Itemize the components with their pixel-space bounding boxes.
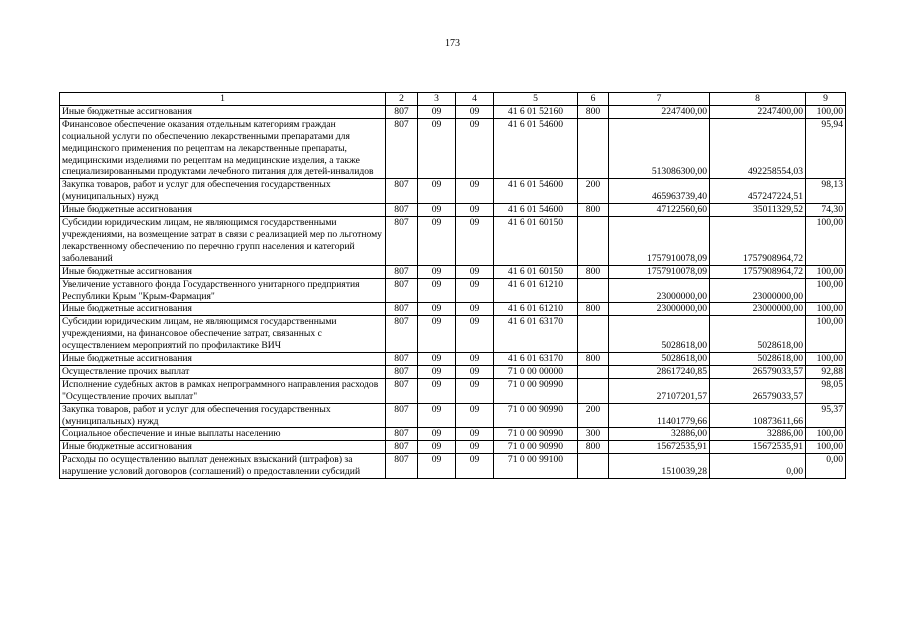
header-cell: 3 — [418, 93, 456, 106]
subsection-code: 09 — [456, 378, 494, 403]
section-code: 09 — [418, 441, 456, 454]
section-code: 09 — [418, 454, 456, 479]
table-row — [60, 428, 846, 441]
expense-type-code — [578, 365, 609, 378]
execution-percent: 100,00 — [806, 303, 846, 316]
target-article-code: 41 6 01 60150 — [494, 265, 578, 278]
row-description: Иные бюджетные ассигнования — [60, 204, 386, 217]
target-article-code: 71 0 00 90990 — [494, 378, 578, 403]
target-article-code: 41 6 01 61210 — [494, 278, 578, 303]
table-row — [60, 316, 846, 353]
ministry-code: 807 — [386, 441, 418, 454]
expense-type-code: 800 — [578, 105, 609, 118]
expense-type-code: 800 — [578, 265, 609, 278]
ministry-code: 807 — [386, 454, 418, 479]
subsection-code: 09 — [456, 118, 494, 179]
section-code: 09 — [418, 353, 456, 366]
execution-percent: 92,88 — [806, 365, 846, 378]
planned-amount: 2247400,00 — [609, 105, 710, 118]
section-code: 09 — [418, 316, 456, 353]
target-article-code: 41 6 01 52160 — [494, 105, 578, 118]
subsection-code: 09 — [456, 428, 494, 441]
row-description: Субсидии юридическим лицам, не являющимся государственными учреждениями, на финансовое обеспечение затрат, связанных с осуществлением мероприятий по профилактике ВИЧ — [60, 316, 386, 353]
expense-type-code: 800 — [578, 303, 609, 316]
executed-amount: 457247224,51 — [710, 179, 806, 204]
execution-percent: 98,13 — [806, 179, 846, 204]
table-row — [60, 204, 846, 217]
ministry-code: 807 — [386, 179, 418, 204]
row-description: Иные бюджетные ассигнования — [60, 265, 386, 278]
executed-amount: 10873611,66 — [710, 403, 806, 428]
planned-amount: 23000000,00 — [609, 278, 710, 303]
target-article-code: 41 6 01 63170 — [494, 353, 578, 366]
target-article-code: 41 6 01 54600 — [494, 179, 578, 204]
ministry-code: 807 — [386, 365, 418, 378]
executed-amount: 23000000,00 — [710, 303, 806, 316]
ministry-code: 807 — [386, 378, 418, 403]
execution-percent: 100,00 — [806, 316, 846, 353]
subsection-code: 09 — [456, 265, 494, 278]
execution-percent: 100,00 — [806, 278, 846, 303]
section-code: 09 — [418, 265, 456, 278]
table-row — [60, 217, 846, 266]
page-number: 173 — [445, 38, 460, 49]
subsection-code: 09 — [456, 105, 494, 118]
header-cell: 2 — [386, 93, 418, 106]
execution-percent: 100,00 — [806, 265, 846, 278]
execution-percent: 95,37 — [806, 403, 846, 428]
header-row — [60, 93, 846, 106]
execution-percent: 95,94 — [806, 118, 846, 179]
section-code: 09 — [418, 217, 456, 266]
expense-type-code: 200 — [578, 403, 609, 428]
executed-amount: 0,00 — [710, 454, 806, 479]
table-row — [60, 179, 846, 204]
target-article-code: 41 6 01 54600 — [494, 118, 578, 179]
ministry-code: 807 — [386, 204, 418, 217]
execution-percent: 100,00 — [806, 353, 846, 366]
planned-amount: 23000000,00 — [609, 303, 710, 316]
planned-amount: 1757910078,09 — [609, 217, 710, 266]
expense-type-code — [578, 217, 609, 266]
executed-amount: 2247400,00 — [710, 105, 806, 118]
row-description: Закупка товаров, работ и услуг для обеспечения государственных (муниципальных) нужд — [60, 179, 386, 204]
execution-percent: 100,00 — [806, 428, 846, 441]
ministry-code: 807 — [386, 217, 418, 266]
row-description: Увеличение уставного фонда Государственного унитарного предприятия Республики Крым "Крым-Фармация" — [60, 278, 386, 303]
row-description: Социальное обеспечение и иные выплаты населению — [60, 428, 386, 441]
executed-amount: 35011329,52 — [710, 204, 806, 217]
target-article-code: 71 0 00 90990 — [494, 441, 578, 454]
executed-amount: 5028618,00 — [710, 353, 806, 366]
execution-percent: 100,00 — [806, 217, 846, 266]
expense-type-code: 800 — [578, 441, 609, 454]
header-cell: 8 — [710, 93, 806, 106]
planned-amount: 5028618,00 — [609, 353, 710, 366]
table-row — [60, 378, 846, 403]
executed-amount: 26579033,57 — [710, 378, 806, 403]
executed-amount: 492258554,03 — [710, 118, 806, 179]
target-article-code: 41 6 01 61210 — [494, 303, 578, 316]
subsection-code: 09 — [456, 403, 494, 428]
planned-amount: 465963739,40 — [609, 179, 710, 204]
table-row — [60, 303, 846, 316]
planned-amount: 27107201,57 — [609, 378, 710, 403]
table-row — [60, 265, 846, 278]
subsection-code: 09 — [456, 278, 494, 303]
expense-type-code — [578, 118, 609, 179]
header-cell: 5 — [494, 93, 578, 106]
row-description: Исполнение судебных актов в рамках непрограммного направления расходов "Осуществление прочих выплат" — [60, 378, 386, 403]
subsection-code: 09 — [456, 441, 494, 454]
planned-amount: 5028618,00 — [609, 316, 710, 353]
section-code: 09 — [418, 204, 456, 217]
table-row — [60, 118, 846, 179]
expense-type-code — [578, 378, 609, 403]
expense-type-code — [578, 316, 609, 353]
table-row — [60, 403, 846, 428]
row-description: Осуществление прочих выплат — [60, 365, 386, 378]
planned-amount: 1510039,28 — [609, 454, 710, 479]
row-description: Иные бюджетные ассигнования — [60, 441, 386, 454]
target-article-code: 71 0 00 90990 — [494, 428, 578, 441]
header-cell: 6 — [578, 93, 609, 106]
executed-amount: 15672535,91 — [710, 441, 806, 454]
expense-type-code — [578, 278, 609, 303]
ministry-code: 807 — [386, 428, 418, 441]
execution-percent: 98,05 — [806, 378, 846, 403]
subsection-code: 09 — [456, 179, 494, 204]
expense-type-code: 300 — [578, 428, 609, 441]
execution-percent: 74,30 — [806, 204, 846, 217]
ministry-code: 807 — [386, 303, 418, 316]
execution-percent: 100,00 — [806, 105, 846, 118]
subsection-code: 09 — [456, 454, 494, 479]
target-article-code: 71 0 00 00000 — [494, 365, 578, 378]
planned-amount: 11401779,66 — [609, 403, 710, 428]
planned-amount: 32886,00 — [609, 428, 710, 441]
executed-amount: 5028618,00 — [710, 316, 806, 353]
ministry-code: 807 — [386, 353, 418, 366]
header-cell: 7 — [609, 93, 710, 106]
table-row — [60, 441, 846, 454]
subsection-code: 09 — [456, 303, 494, 316]
expense-type-code: 800 — [578, 204, 609, 217]
target-article-code: 41 6 01 54600 — [494, 204, 578, 217]
subsection-code: 09 — [456, 353, 494, 366]
header-cell: 1 — [60, 93, 386, 106]
section-code: 09 — [418, 428, 456, 441]
target-article-code: 71 0 00 90990 — [494, 403, 578, 428]
section-code: 09 — [418, 365, 456, 378]
section-code: 09 — [418, 378, 456, 403]
header-cell: 4 — [456, 93, 494, 106]
execution-percent: 100,00 — [806, 441, 846, 454]
row-description: Иные бюджетные ассигнования — [60, 303, 386, 316]
section-code: 09 — [418, 179, 456, 204]
table-row — [60, 278, 846, 303]
planned-amount: 513086300,00 — [609, 118, 710, 179]
table-row — [60, 105, 846, 118]
header-cell: 9 — [806, 93, 846, 106]
execution-percent: 0,00 — [806, 454, 846, 479]
subsection-code: 09 — [456, 365, 494, 378]
section-code: 09 — [418, 278, 456, 303]
row-description: Расходы по осуществлению выплат денежных взысканий (штрафов) за нарушение условий договоров (соглашений) о предоставлении субсидий — [60, 454, 386, 479]
subsection-code: 09 — [456, 217, 494, 266]
executed-amount: 23000000,00 — [710, 278, 806, 303]
executed-amount: 1757908964,72 — [710, 265, 806, 278]
planned-amount: 15672535,91 — [609, 441, 710, 454]
target-article-code: 41 6 01 60150 — [494, 217, 578, 266]
section-code: 09 — [418, 105, 456, 118]
section-code: 09 — [418, 403, 456, 428]
row-description: Субсидии юридическим лицам, не являющимся государственными учреждениями, на возмещение затрат в связи с реализацией мер по льготному лекарственному обеспечению по перечню групп населения и категорий заболеваний — [60, 217, 386, 266]
table-row — [60, 454, 846, 479]
target-article-code: 41 6 01 63170 — [494, 316, 578, 353]
row-description: Финансовое обеспечение оказания отдельным категориям граждан социальной услуги по обеспечению лекарственными препаратами для медицинского применения по рецептам на лекарственные препараты, медицинскими изделиями по рецептам на медицинские изделия, а также специализированными продуктами лечебного питания для детей-инвалидов — [60, 118, 386, 179]
expense-type-code — [578, 454, 609, 479]
executed-amount: 26579033,57 — [710, 365, 806, 378]
budget-table — [59, 92, 846, 479]
ministry-code: 807 — [386, 278, 418, 303]
planned-amount: 28617240,85 — [609, 365, 710, 378]
target-article-code: 71 0 00 99100 — [494, 454, 578, 479]
row-description: Закупка товаров, работ и услуг для обеспечения государственных (муниципальных) нужд — [60, 403, 386, 428]
ministry-code: 807 — [386, 118, 418, 179]
expense-type-code: 800 — [578, 353, 609, 366]
planned-amount: 47122560,60 — [609, 204, 710, 217]
row-description: Иные бюджетные ассигнования — [60, 105, 386, 118]
ministry-code: 807 — [386, 403, 418, 428]
ministry-code: 807 — [386, 316, 418, 353]
ministry-code: 807 — [386, 265, 418, 278]
subsection-code: 09 — [456, 316, 494, 353]
executed-amount: 32886,00 — [710, 428, 806, 441]
subsection-code: 09 — [456, 204, 494, 217]
section-code: 09 — [418, 118, 456, 179]
planned-amount: 1757910078,09 — [609, 265, 710, 278]
ministry-code: 807 — [386, 105, 418, 118]
section-code: 09 — [418, 303, 456, 316]
executed-amount: 1757908964,72 — [710, 217, 806, 266]
expense-type-code: 200 — [578, 179, 609, 204]
table-row — [60, 365, 846, 378]
row-description: Иные бюджетные ассигнования — [60, 353, 386, 366]
table-row — [60, 353, 846, 366]
